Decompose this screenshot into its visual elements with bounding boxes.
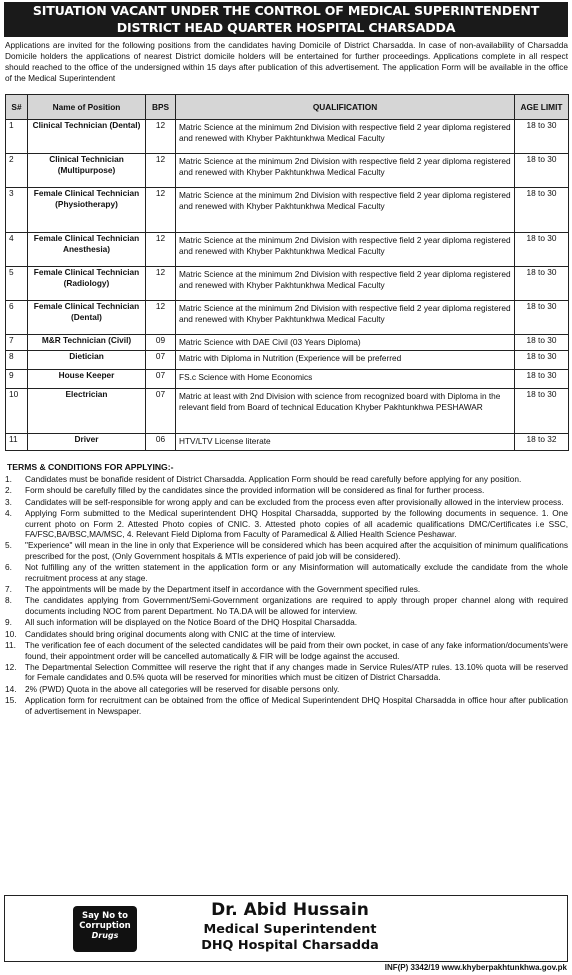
- row-qualification: [176, 434, 515, 451]
- badge-line3: Drugs: [91, 931, 119, 940]
- qualification-text: Matric Science at the minimum 2nd Division with respective field 2 year diploma registered and renewed with Khyber Pakhtunkhwa Medical Faculty: [179, 269, 511, 290]
- term-number: 11.: [5, 640, 16, 651]
- row-bps: 12: [146, 154, 176, 188]
- row-qualification: [176, 120, 515, 154]
- row-sno: 8: [6, 351, 28, 370]
- table-row: [6, 233, 569, 267]
- row-age: 18 to 30: [515, 120, 569, 154]
- header-qualification: QUALIFICATION: [176, 95, 515, 120]
- table-row: [6, 434, 569, 451]
- qualification-text: Matric Science at the minimum 2nd Division with respective field 2 year diploma registered and renewed with Khyber Pakhtunkhwa Medical Faculty: [179, 303, 511, 324]
- term-item: [5, 662, 568, 683]
- term-item: [5, 640, 568, 661]
- qualification-text: Matric Science with DAE Civil (03 Years Diploma): [179, 337, 361, 347]
- row-position: Electrician: [28, 389, 146, 434]
- table-row: [6, 267, 569, 301]
- table-row: [6, 301, 569, 335]
- table-row: [6, 351, 569, 370]
- qualification-text: Matric Science at the minimum 2nd Division with respective field 2 year diploma registered and renewed with Khyber Pakhtunkhwa Medical Faculty: [179, 235, 511, 256]
- row-bps: 12: [146, 301, 176, 335]
- row-sno: 2: [6, 154, 28, 188]
- term-item: [5, 684, 568, 694]
- term-text: The candidates applying from Government/Semi-Government organizations are required to apply through proper channel along with required documents including NOC from parent Department. No TA.DA will be allowed for interview.: [25, 595, 568, 616]
- table-row: [6, 389, 569, 434]
- qualification-text: FS.c Science with Home Economics: [179, 372, 313, 382]
- positions-table: [5, 94, 569, 451]
- term-item: [5, 497, 568, 507]
- table-row: [6, 188, 569, 233]
- term-text: All such information will be displayed on the Notice Board of the DHQ Hospital Charsadda.: [25, 617, 358, 628]
- signature-block: [4, 895, 568, 962]
- row-age: 18 to 30: [515, 188, 569, 233]
- header-title-line1: SITUATION VACANT UNDER THE CONTROL OF MEDICAL SUPERINTENDENT: [32, 3, 540, 18]
- row-qualification: [176, 389, 515, 434]
- qualification-text: Matric Science at the minimum 2nd Division with respective field 2 year diploma registered and renewed with Khyber Pakhtunkhwa Medical Faculty: [179, 156, 511, 177]
- signatory-name: Dr. Abid Hussain: [211, 900, 369, 920]
- term-item: [5, 584, 568, 594]
- row-position: Clinical Technician (Multipurpose): [28, 154, 146, 188]
- row-qualification: [176, 233, 515, 267]
- row-sno: 1: [6, 120, 28, 154]
- table-row: [6, 335, 569, 351]
- term-item: [5, 595, 568, 616]
- row-qualification: [176, 335, 515, 351]
- qualification-text: HTV/LTV License literate: [179, 436, 271, 446]
- badge-line2: Corruption: [79, 921, 131, 931]
- terms-heading: TERMS & CONDITIONS FOR APPLYING:-: [7, 462, 174, 472]
- row-qualification: [176, 154, 515, 188]
- row-bps: 07: [146, 389, 176, 434]
- term-text: Form should be carefully filled by the candidates since the provided information will be considered as final for further process.: [25, 485, 485, 496]
- footer-reference: INF(P) 3342/19 www.khyberpakhtunkhwa.gov.pk: [384, 963, 567, 972]
- row-age: 18 to 30: [515, 335, 569, 351]
- term-number: 5.: [5, 540, 12, 551]
- term-item: [5, 474, 568, 484]
- header-age-limit: AGE LIMIT: [515, 95, 569, 120]
- term-text: The appointments will be made by the Department itself in accordance with the Government specified rules.: [25, 584, 421, 595]
- term-item: [5, 485, 568, 495]
- header-position: Name of Position: [28, 95, 146, 120]
- qualification-text: Matric with Diploma in Nutrition (Experience will be preferred: [179, 353, 402, 363]
- qualification-text: Matric Science at the minimum 2nd Division with respective field 2 year diploma registered and renewed with Khyber Pakhtunkhwa Medical Faculty: [179, 122, 511, 143]
- signatory-title: Medical Superintendent: [203, 922, 377, 937]
- term-number: 3.: [5, 496, 12, 507]
- row-sno: 10: [6, 389, 28, 434]
- row-bps: 12: [146, 233, 176, 267]
- row-sno: 7: [6, 335, 28, 351]
- row-position: M&R Technician (Civil): [28, 335, 146, 351]
- term-item: [5, 540, 568, 561]
- term-item: [5, 629, 568, 639]
- row-sno: 4: [6, 233, 28, 267]
- row-bps: 09: [146, 335, 176, 351]
- term-number: 1.: [5, 474, 12, 484]
- row-age: 18 to 30: [515, 233, 569, 267]
- term-number: 14.: [5, 683, 17, 694]
- row-age: 18 to 30: [515, 351, 569, 370]
- term-number: 9.: [5, 617, 12, 628]
- row-position: Female Clinical Technician (Dental): [28, 301, 146, 335]
- row-bps: 12: [146, 120, 176, 154]
- term-text: The verification fee of each document of the selected candidates will be paid from their own pocket, in case of any fake information/documents'were found, their appointment order will be cancelled automatically & FIR will be lodge against the accused.: [25, 640, 568, 661]
- row-bps: 06: [146, 434, 176, 451]
- header-banner: [4, 2, 568, 37]
- header-title-line2: DISTRICT HEAD QUARTER HOSPITAL CHARSADDA: [116, 19, 456, 35]
- row-bps: 07: [146, 370, 176, 389]
- row-age: 18 to 30: [515, 154, 569, 188]
- table-row: [6, 120, 569, 154]
- term-text: Candidates will be self-responsible for wrong apply and can be excluded from the process even after provisionally allowed in the interview process.: [25, 496, 564, 507]
- table-header-row: [6, 95, 569, 120]
- row-sno: 3: [6, 188, 28, 233]
- row-position: House Keeper: [28, 370, 146, 389]
- qualification-text: Matric at least with 2nd Division with science from recognized board with Diploma in the relevant field from Board of technical Education Khyber Pakhtunkhwa PESHAWAR: [179, 391, 501, 412]
- terms-list: [5, 474, 568, 717]
- row-bps: 12: [146, 267, 176, 301]
- row-sno: 11: [6, 434, 28, 451]
- row-sno: 6: [6, 301, 28, 335]
- term-text: Application form for recruitment can be obtained from the office of Medical Superintendent DHQ Hospital Charsadda in office hour after publication of advertisement in Newspaper.: [25, 695, 568, 716]
- header-sno: S#: [6, 95, 28, 120]
- term-number: 6.: [5, 562, 12, 573]
- row-qualification: [176, 188, 515, 233]
- term-text: Candidates must be bonafide resident of District Charsadda. Application Form should be read carefully before applying for any position.: [25, 474, 522, 484]
- anti-corruption-badge: [73, 906, 137, 952]
- row-qualification: [176, 351, 515, 370]
- table-row: [6, 154, 569, 188]
- term-number: 2.: [5, 485, 12, 496]
- signatory-organization: DHQ Hospital Charsadda: [201, 938, 379, 953]
- header-bps: BPS: [146, 95, 176, 120]
- term-item: [5, 617, 568, 627]
- row-age: 18 to 30: [515, 301, 569, 335]
- term-item: [5, 562, 568, 583]
- term-number: 4.: [5, 508, 12, 519]
- row-position: Female Clinical Technician Anesthesia): [28, 233, 146, 267]
- term-number: 10.: [5, 628, 17, 639]
- table-row: [6, 370, 569, 389]
- row-qualification: [176, 370, 515, 389]
- row-position: Female Clinical Technician (Physiotherapy): [28, 188, 146, 233]
- term-text: Applying Form submitted to the Medical superintendent DHQ Hospital Charsadda, supported by the following documents in sequence. 1. One current photo on Form 2. Attested Photo copies of CNIC. 3. Attested photo copies of all academic qualifications DMC/Certificates i.e SSC, FA/FSC,BA/BSC,MA/MSC, 4. Relevant Field Diploma from Faculty of Paramedical & Allied Health Science Peshawar.: [25, 508, 568, 540]
- qualification-text: Matric Science at the minimum 2nd Division with respective field 2 year diploma registered and renewed with Khyber Pakhtunkhwa Medical Faculty: [179, 190, 511, 211]
- row-position: Driver: [28, 434, 146, 451]
- row-qualification: [176, 267, 515, 301]
- row-sno: 9: [6, 370, 28, 389]
- term-text: Not fulfilling any of the written statement in the application form or any Misinformation will automatically exclude the candidate from the whole recruitment process at any stage.: [25, 562, 568, 583]
- row-age: 18 to 30: [515, 370, 569, 389]
- term-number: 12.: [5, 661, 17, 672]
- row-age: 18 to 30: [515, 267, 569, 301]
- row-bps: 07: [146, 351, 176, 370]
- term-text: The Departmental Selection Committee will reserve the right that if any changes made in Service Rules/ATP rules. 13.10% quota will be reserved for Female candidates and 0.5% quota will be reserved for minorities which must be citizen of District Charsadda.: [25, 661, 568, 683]
- row-age: 18 to 32: [515, 434, 569, 451]
- term-number: 7.: [5, 584, 12, 595]
- row-position: Clinical Technician (Dental): [28, 120, 146, 154]
- badge-line1: Say No to: [82, 911, 128, 921]
- row-sno: 5: [6, 267, 28, 301]
- row-qualification: [176, 301, 515, 335]
- intro-paragraph: Applications are invited for the following positions from the candidates having Domicile of District Charsadda. In case of non-availability of Charsadda Domicile holders the applications of nearest District domicile holders will be entertained for further proceedings. Applications complete in all respect should reached to the office of the undersigned within 15 days after publication of this advertisement. The application Form will be available in the office of the Medical Superintendent: [5, 40, 568, 83]
- term-item: [5, 508, 568, 539]
- row-bps: 12: [146, 188, 176, 233]
- term-number: 15.: [5, 695, 17, 706]
- term-text: "Experience" will mean in the line in only that Experience will be considered which has been acquired after the acquisition of minimum qualifications prescribed for the post, (Only Government hospitals & MTIs experience of paid job will be considered).: [25, 540, 568, 561]
- term-text: 2% (PWD) Quota in the above all categories will be reserved for disable persons only.: [25, 683, 340, 694]
- row-position: Female Clinical Technician (Radiology): [28, 267, 146, 301]
- term-item: [5, 695, 568, 716]
- term-text: Candidates should bring original documents along with CNIC at the time of interview.: [25, 628, 336, 639]
- row-age: 18 to 30: [515, 389, 569, 434]
- term-number: 8.: [5, 595, 12, 606]
- row-position: Dietician: [28, 351, 146, 370]
